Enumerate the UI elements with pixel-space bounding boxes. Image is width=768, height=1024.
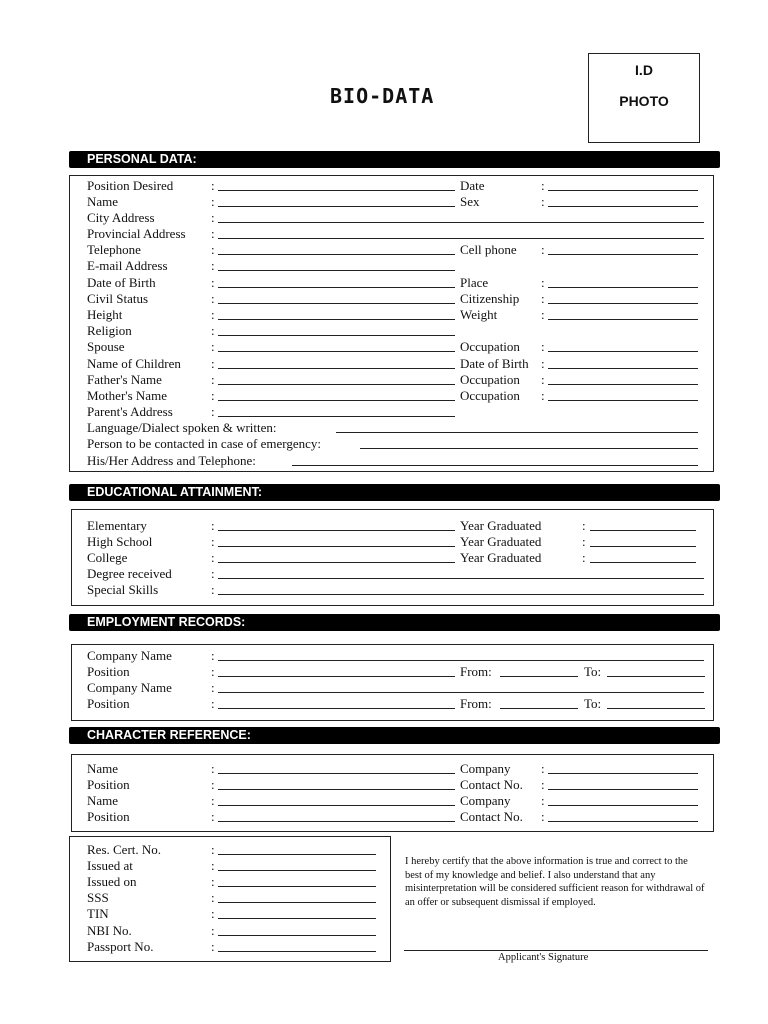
weight-label: Weight (460, 307, 498, 322)
to-2-label: To: (584, 696, 602, 711)
city-address-label: City Address (87, 210, 155, 225)
position-desired-label: Position Desired (87, 178, 174, 193)
ref-position-1-label: Position (87, 777, 130, 792)
form-title: BIO-DATA (330, 84, 435, 108)
children-date-of-birth-label: Date of Birth (460, 356, 529, 371)
ref-company-1-label: Company (460, 761, 511, 776)
elementary-year-graduated-colon: : (582, 518, 586, 533)
ref-company-2-input-line[interactable] (548, 793, 698, 806)
name-of-children-colon: : (211, 356, 215, 371)
mother-occupation-input-line[interactable] (548, 388, 698, 401)
degree-received-label: Degree received (87, 566, 172, 581)
res-cert-no-input-line[interactable] (218, 842, 376, 855)
res-cert-no-colon: : (211, 842, 215, 857)
language-input-line[interactable] (336, 420, 698, 433)
passport-no-colon: : (211, 939, 215, 954)
sss-no-colon: : (211, 890, 215, 905)
position-2-colon: : (211, 696, 215, 711)
college-colon: : (211, 550, 215, 565)
ref-contact-1-label: Contact No. (460, 777, 523, 792)
high-school-year-graduated-colon: : (582, 534, 586, 549)
spouse-occupation-colon: : (541, 339, 545, 354)
signature-line[interactable] (404, 950, 708, 951)
spouse-input-line[interactable] (218, 339, 455, 352)
father-occupation-input-line[interactable] (548, 372, 698, 385)
citizenship-label: Citizenship (460, 291, 520, 306)
ref-contact-1-input-line[interactable] (548, 777, 698, 790)
mothers-name-input-line[interactable] (218, 388, 455, 401)
company-name-1-label: Company Name (87, 648, 172, 663)
telephone-input-line[interactable] (218, 242, 455, 255)
position-2-input-line[interactable] (218, 696, 455, 709)
ref-position-2-input-line[interactable] (218, 809, 455, 822)
ref-position-2-colon: : (211, 809, 215, 824)
college-year-graduated-colon: : (582, 550, 586, 565)
personal-data-header: PERSONAL DATA: (69, 151, 720, 168)
to-2-input-line[interactable] (607, 696, 705, 709)
nbi-no-colon: : (211, 923, 215, 938)
company-name-2-colon: : (211, 680, 215, 695)
fathers-name-input-line[interactable] (218, 372, 455, 385)
high-school-colon: : (211, 534, 215, 549)
employment-records-header: EMPLOYMENT RECORDS: (69, 614, 720, 631)
parents-address-colon: : (211, 404, 215, 419)
ref-contact-1-colon: : (541, 777, 545, 792)
nbi-no-input-line[interactable] (218, 923, 376, 936)
position-2-label: Position (87, 696, 130, 711)
cell-phone-input-line[interactable] (548, 242, 698, 255)
date-of-birth-label: Date of Birth (87, 275, 156, 290)
ref-position-1-input-line[interactable] (218, 777, 455, 790)
sss-no-label: SSS (87, 890, 109, 905)
emergency-address-input-line[interactable] (292, 453, 698, 466)
special-skills-colon: : (211, 582, 215, 597)
provincial-address-input-line[interactable] (218, 226, 704, 239)
religion-colon: : (211, 323, 215, 338)
city-address-colon: : (211, 210, 215, 225)
cell-phone-label: Cell phone (460, 242, 517, 257)
fathers-name-label: Father's Name (87, 372, 162, 387)
parents-address-label: Parent's Address (87, 404, 173, 419)
college-year-graduated-label: Year Graduated (460, 550, 542, 565)
telephone-colon: : (211, 242, 215, 257)
ref-name-1-input-line[interactable] (218, 761, 455, 774)
fathers-name-colon: : (211, 372, 215, 387)
mothers-name-colon: : (211, 388, 215, 403)
weight-colon: : (541, 307, 545, 322)
educational-attainment-header: EDUCATIONAL ATTAINMENT: (69, 484, 720, 501)
college-year-graduated-input-line[interactable] (590, 550, 696, 563)
issued-on-colon: : (211, 874, 215, 889)
ref-position-1-colon: : (211, 777, 215, 792)
email-label: E-mail Address (87, 258, 168, 273)
father-occupation-label: Occupation (460, 372, 520, 387)
ref-company-1-colon: : (541, 761, 545, 776)
issued-at-input-line[interactable] (218, 858, 376, 871)
ref-name-2-input-line[interactable] (218, 793, 455, 806)
civil-status-label: Civil Status (87, 291, 149, 306)
issued-at-colon: : (211, 858, 215, 873)
company-name-2-label: Company Name (87, 680, 172, 695)
spouse-occupation-input-line[interactable] (548, 339, 698, 352)
date-of-birth-colon: : (211, 275, 215, 290)
name-of-children-input-line[interactable] (218, 356, 455, 369)
high-school-year-graduated-input-line[interactable] (590, 534, 696, 547)
telephone-label: Telephone (87, 242, 141, 257)
res-cert-no-label: Res. Cert. No. (87, 842, 162, 857)
position-desired-input-line[interactable] (218, 178, 455, 191)
company-name-2-input-line[interactable] (218, 680, 704, 693)
ref-company-2-colon: : (541, 793, 545, 808)
sex-input-line[interactable] (548, 194, 698, 207)
email-colon: : (211, 258, 215, 273)
height-label: Height (87, 307, 123, 322)
issued-on-input-line[interactable] (218, 874, 376, 887)
name-colon: : (211, 194, 215, 209)
ref-contact-2-input-line[interactable] (548, 809, 698, 822)
sex-colon: : (541, 194, 545, 209)
mothers-name-label: Mother's Name (87, 388, 167, 403)
language-label: Language/Dialect spoken & written: (87, 420, 277, 435)
children-date-of-birth-colon: : (541, 356, 545, 371)
spouse-occupation-label: Occupation (460, 339, 520, 354)
ref-contact-2-label: Contact No. (460, 809, 523, 824)
provincial-address-colon: : (211, 226, 215, 241)
to-1-input-line[interactable] (607, 664, 705, 677)
company-name-1-input-line[interactable] (218, 648, 704, 661)
high-school-input-line[interactable] (218, 534, 455, 547)
provincial-address-label: Provincial Address (87, 226, 186, 241)
photo-label-id: I.D (635, 62, 653, 78)
signature-label: Applicant's Signature (498, 952, 589, 963)
tin-no-label: TIN (87, 906, 109, 921)
date-colon: : (541, 178, 545, 193)
citizenship-input-line[interactable] (548, 291, 698, 304)
name-input-line[interactable] (218, 194, 455, 207)
date-label: Date (460, 178, 485, 193)
certification-statement: I hereby certify that the above information is true and correct to the best of my knowledge and belief. I also understand that any misinterpretation will be considered sufficient reason for withdrawal of an offer or subsequent dismissal if employed. (405, 856, 705, 908)
college-label: College (87, 550, 128, 565)
elementary-input-line[interactable] (218, 518, 455, 531)
special-skills-label: Special Skills (87, 582, 159, 597)
religion-input-line[interactable] (218, 323, 455, 336)
degree-received-input-line[interactable] (218, 566, 704, 579)
place-input-line[interactable] (548, 275, 698, 288)
mother-occupation-label: Occupation (460, 388, 520, 403)
citizenship-colon: : (541, 291, 545, 306)
ref-name-1-colon: : (211, 761, 215, 776)
issued-at-label: Issued at (87, 858, 133, 873)
photo-label-photo: PHOTO (619, 93, 669, 109)
height-input-line[interactable] (218, 307, 455, 320)
id-photo-box[interactable] (588, 53, 700, 143)
sex-label: Sex (460, 194, 480, 209)
position-1-label: Position (87, 664, 130, 679)
college-input-line[interactable] (218, 550, 455, 563)
place-label: Place (460, 275, 489, 290)
date-of-birth-input-line[interactable] (218, 275, 455, 288)
elementary-year-graduated-label: Year Graduated (460, 518, 542, 533)
position-1-input-line[interactable] (218, 664, 455, 677)
ref-name-1-label: Name (87, 761, 119, 776)
sss-no-input-line[interactable] (218, 890, 376, 903)
elementary-colon: : (211, 518, 215, 533)
weight-input-line[interactable] (548, 307, 698, 320)
ref-name-2-label: Name (87, 793, 119, 808)
father-occupation-colon: : (541, 372, 545, 387)
high-school-label: High School (87, 534, 153, 549)
ref-position-2-label: Position (87, 809, 130, 824)
cell-phone-colon: : (541, 242, 545, 257)
from-2-label: From: (460, 696, 492, 711)
civil-status-input-line[interactable] (218, 291, 455, 304)
character-reference-header: CHARACTER REFERENCE: (69, 727, 720, 744)
place-colon: : (541, 275, 545, 290)
ref-company-1-input-line[interactable] (548, 761, 698, 774)
elementary-year-graduated-input-line[interactable] (590, 518, 696, 531)
passport-no-input-line[interactable] (218, 939, 376, 952)
emergency-address-label: His/Her Address and Telephone: (87, 453, 256, 468)
tin-no-input-line[interactable] (218, 906, 376, 919)
emergency-contact-input-line[interactable] (360, 436, 698, 449)
spouse-colon: : (211, 339, 215, 354)
passport-no-label: Passport No. (87, 939, 154, 954)
ref-name-2-colon: : (211, 793, 215, 808)
from-1-input-line[interactable] (500, 664, 578, 677)
city-address-input-line[interactable] (218, 210, 704, 223)
religion-label: Religion (87, 323, 132, 338)
from-1-label: From: (460, 664, 492, 679)
civil-status-colon: : (211, 291, 215, 306)
emergency-contact-label: Person to be contacted in case of emergency: (87, 436, 322, 451)
from-2-input-line[interactable] (500, 696, 578, 709)
company-name-1-colon: : (211, 648, 215, 663)
position-1-colon: : (211, 664, 215, 679)
ref-contact-2-colon: : (541, 809, 545, 824)
name-label: Name (87, 194, 119, 209)
date-input-line[interactable] (548, 178, 698, 191)
spouse-label: Spouse (87, 339, 125, 354)
issued-on-label: Issued on (87, 874, 137, 889)
children-date-of-birth-input-line[interactable] (548, 356, 698, 369)
height-colon: : (211, 307, 215, 322)
degree-received-colon: : (211, 566, 215, 581)
high-school-year-graduated-label: Year Graduated (460, 534, 542, 549)
nbi-no-label: NBI No. (87, 923, 132, 938)
name-of-children-label: Name of Children (87, 356, 181, 371)
to-1-label: To: (584, 664, 602, 679)
parents-address-input-line[interactable] (218, 404, 455, 417)
special-skills-input-line[interactable] (218, 582, 704, 595)
ref-company-2-label: Company (460, 793, 511, 808)
email-input-line[interactable] (218, 258, 455, 271)
position-desired-colon: : (211, 178, 215, 193)
elementary-label: Elementary (87, 518, 147, 533)
mother-occupation-colon: : (541, 388, 545, 403)
tin-no-colon: : (211, 906, 215, 921)
